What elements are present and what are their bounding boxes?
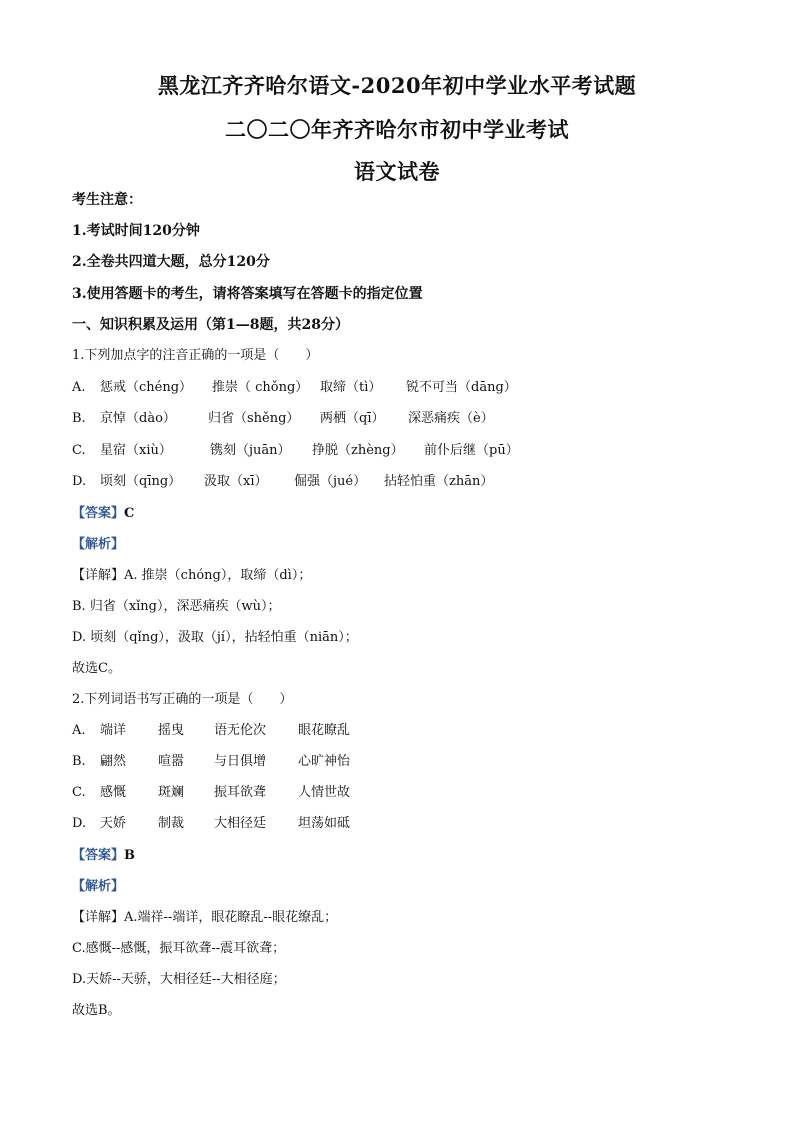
option-label: A. bbox=[72, 723, 86, 738]
option-row-c bbox=[72, 786, 350, 799]
detail-tag: 【详解】 bbox=[72, 910, 125, 925]
option-item: 星宿（xiù） bbox=[100, 443, 172, 458]
section-heading: 一、知识积累及运用（第1—8题，共28分） bbox=[72, 317, 349, 333]
option-label: C. bbox=[72, 443, 86, 458]
analysis-tag: 【解析】 bbox=[72, 537, 125, 552]
notice-item: 1.考试时间120分钟 bbox=[72, 223, 200, 239]
notice-heading: 考生注意： bbox=[72, 192, 142, 208]
option-label: C. bbox=[72, 785, 86, 800]
option-item: 两栖（qī） bbox=[320, 411, 385, 426]
option-row-d bbox=[72, 817, 350, 830]
option-item: 推崇（ chǒng） bbox=[212, 380, 309, 395]
option-item: 汲取（xī） bbox=[204, 474, 268, 489]
option-item: 镌刻（juān） bbox=[210, 443, 291, 458]
option-label: D. bbox=[72, 816, 87, 831]
option-row-b bbox=[72, 412, 494, 425]
option-item: 挣脱（zhèng） bbox=[312, 443, 404, 458]
option-row-a bbox=[72, 724, 350, 737]
option-item: 语无伦次 bbox=[214, 723, 267, 738]
option-row-a bbox=[72, 381, 517, 394]
option-label: B. bbox=[72, 754, 86, 769]
subject-title: 语文试卷 bbox=[354, 159, 440, 184]
detail-line: 故选B。 bbox=[72, 1003, 121, 1018]
option-item: 取缔（tì） bbox=[320, 380, 382, 395]
question-stem: 1.下列加点字的注音正确的一项是（ ） bbox=[72, 348, 319, 363]
exam-title: 二〇二〇年齐齐哈尔市初中学业考试 bbox=[225, 117, 569, 142]
answer-value: B bbox=[124, 848, 136, 863]
option-row-d bbox=[72, 475, 493, 488]
option-item: 倔强（jué） bbox=[294, 474, 367, 489]
option-label: B. bbox=[72, 411, 86, 426]
answer-line bbox=[72, 849, 135, 862]
detail-line: 故选C。 bbox=[72, 661, 121, 676]
detail-line bbox=[72, 569, 311, 582]
question-stem: 2.下列词语书写正确的一项是（ ） bbox=[72, 692, 293, 707]
option-item: 端详 bbox=[100, 723, 127, 738]
option-item: 顷刻（qīng） bbox=[100, 474, 182, 489]
detail-line: D. 顷刻（qǐng），汲取（jí），拈轻怕重（niān）； bbox=[72, 630, 358, 645]
option-item: 人情世故 bbox=[298, 785, 351, 800]
option-item: 深恶痛疾（è） bbox=[408, 411, 494, 426]
analysis-tag: 【解析】 bbox=[72, 879, 125, 894]
option-item: 拈轻怕重（zhān） bbox=[384, 474, 494, 489]
document-title: 黑龙江齐齐哈尔语文-2020年初中学业水平考试题 bbox=[157, 73, 637, 98]
option-item: 眼花瞭乱 bbox=[298, 723, 351, 738]
detail-text: A. 推崇（chóng），取缔（dì）； bbox=[124, 568, 312, 583]
answer-value: C bbox=[124, 506, 135, 521]
detail-line: B. 归省（xǐng），深恶痛疾（wù）； bbox=[72, 599, 281, 614]
detail-line: D.天娇--天骄，大相径廷--大相径庭； bbox=[72, 972, 286, 987]
option-item: 喧嚣 bbox=[158, 754, 185, 769]
option-item: 翩然 bbox=[100, 754, 127, 769]
answer-tag: 【答案】 bbox=[72, 506, 125, 521]
option-item: 天娇 bbox=[100, 816, 127, 831]
option-item: 振耳欲聋 bbox=[214, 785, 267, 800]
option-item: 大相径廷 bbox=[214, 816, 267, 831]
option-item: 感慨 bbox=[100, 785, 127, 800]
option-item: 锐不可当（dāng） bbox=[406, 380, 517, 395]
option-item: 与日俱增 bbox=[214, 754, 267, 769]
option-item: 前仆后继（pū） bbox=[424, 443, 519, 458]
option-row-c bbox=[72, 444, 519, 457]
option-label: A. bbox=[72, 380, 86, 395]
option-item: 心旷神怡 bbox=[298, 754, 351, 769]
option-item: 摇曳 bbox=[158, 723, 185, 738]
option-item: 制裁 bbox=[158, 816, 185, 831]
notice-item: 2.全卷共四道大题，总分120分 bbox=[72, 254, 270, 270]
option-item: 斑斓 bbox=[158, 785, 185, 800]
option-label: D. bbox=[72, 474, 87, 489]
detail-text: A.端祥--端详，眼花瞭乱--眼花缭乱； bbox=[124, 910, 338, 925]
notice-item: 3.使用答题卡的考生，请将答案填写在答题卡的指定位置 bbox=[72, 286, 423, 302]
detail-line: C.感慨--感慨，振耳欲聋--震耳欲聋； bbox=[72, 941, 286, 956]
detail-tag: 【详解】 bbox=[72, 568, 125, 583]
option-item: 京悼（dào） bbox=[100, 411, 176, 426]
answer-line bbox=[72, 507, 134, 520]
answer-tag: 【答案】 bbox=[72, 848, 125, 863]
option-row-b bbox=[72, 755, 350, 768]
detail-line bbox=[72, 911, 337, 924]
option-item: 归省（shěng） bbox=[208, 411, 300, 426]
option-item: 惩戒（chéng） bbox=[100, 380, 193, 395]
option-item: 坦荡如砥 bbox=[298, 816, 351, 831]
